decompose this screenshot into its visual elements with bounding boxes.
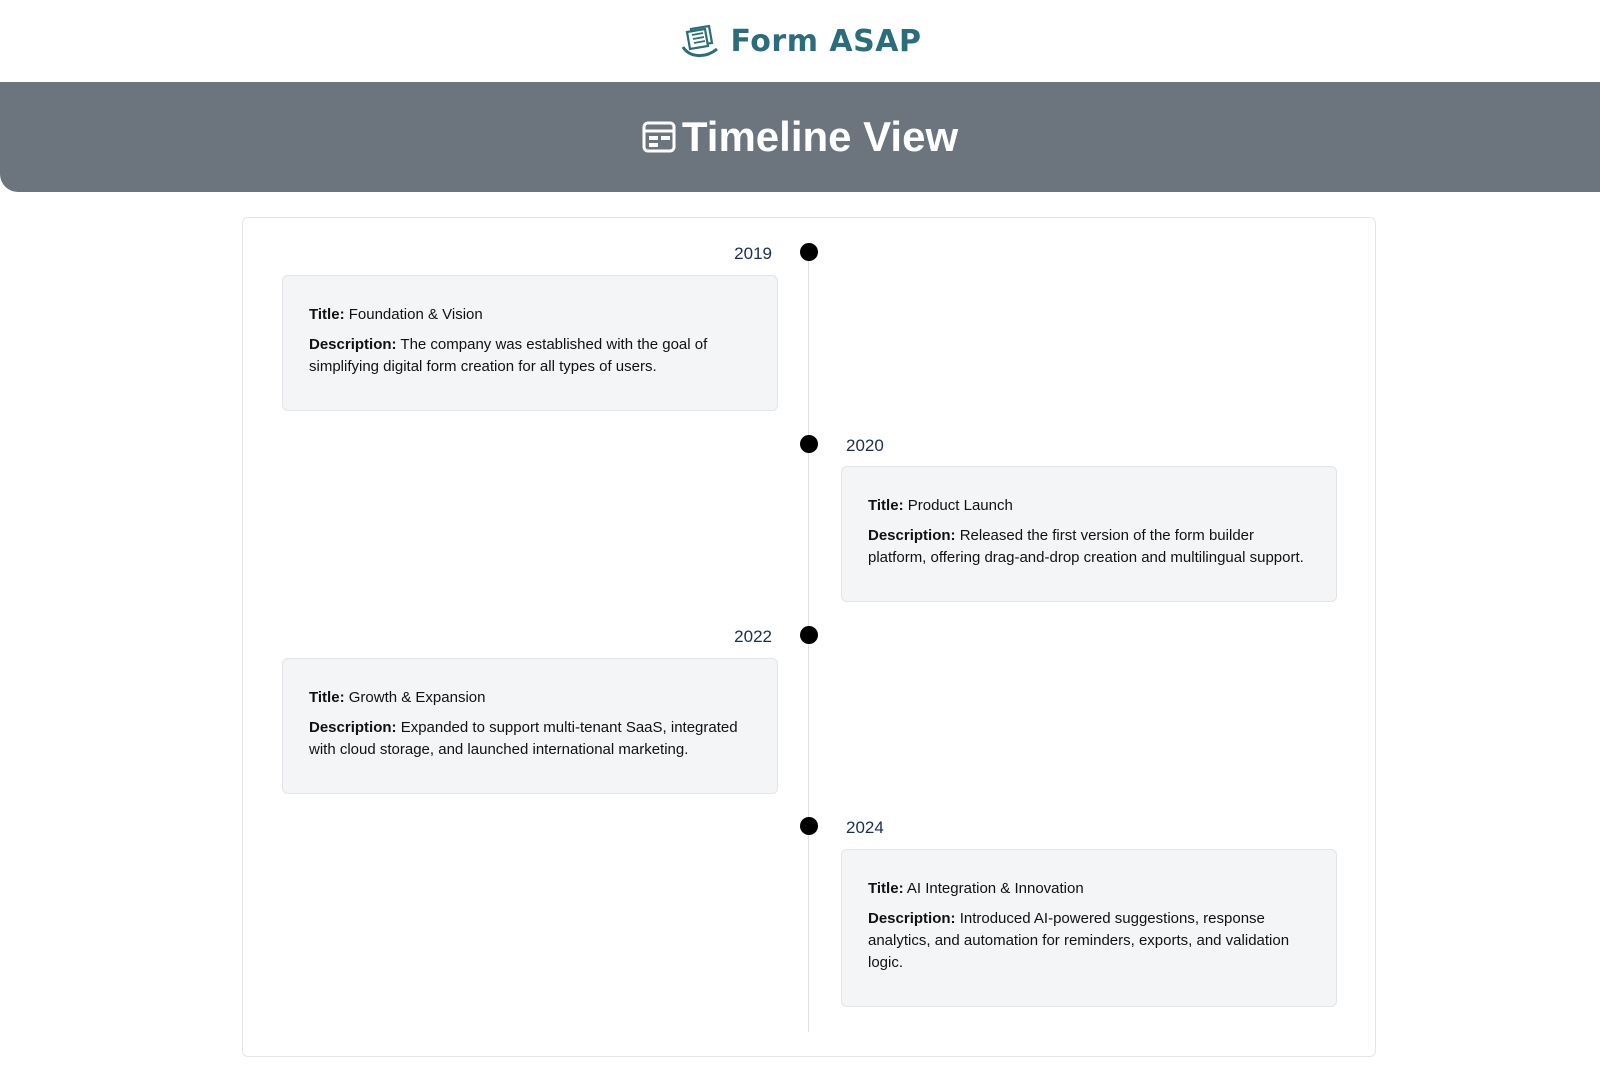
brand-header <box>0 0 1600 82</box>
card-title: AI Integration & Innovation <box>906 880 1084 897</box>
card-description-row <box>309 717 751 761</box>
timeline-dot <box>800 435 818 453</box>
timeline-card <box>282 658 778 794</box>
card-title-row <box>868 878 1310 900</box>
timeline-year: 2019 <box>734 244 772 263</box>
calendar-icon <box>642 120 676 154</box>
timeline-card <box>841 466 1337 602</box>
card-title-row <box>309 687 751 709</box>
brand-name[interactable]: Form ASAP <box>730 23 922 59</box>
title-label: Title: <box>309 689 345 706</box>
card-title: Product Launch <box>907 497 1013 514</box>
card-description-row <box>868 525 1310 569</box>
page-banner <box>0 82 1600 192</box>
timeline-dot <box>800 817 818 835</box>
description-label: Description: <box>309 336 397 353</box>
card-title-row <box>309 304 751 326</box>
page-title: Timeline View <box>681 113 959 160</box>
card-description: The company was established with the goal of simplifying digital form creation for all types of users. <box>309 336 708 375</box>
timeline-year: 2020 <box>846 436 884 455</box>
card-description: Introduced AI-powered suggestions, response analytics, and automation for reminders, exports, and validation logic. <box>868 910 1290 971</box>
timeline-year: 2024 <box>846 818 884 837</box>
title-label: Title: <box>868 497 904 514</box>
description-label: Description: <box>868 527 956 544</box>
card-title-row <box>868 495 1310 517</box>
description-label: Description: <box>309 719 397 736</box>
document-stack-logo-icon <box>679 23 723 59</box>
description-label: Description: <box>868 910 956 927</box>
card-description: Released the first version of the form builder platform, offering drag-and-drop creation and multilingual support. <box>868 527 1304 566</box>
card-title: Foundation & Vision <box>348 306 483 323</box>
card-description-row <box>868 908 1310 974</box>
timeline-dot <box>800 626 818 644</box>
card-title: Growth & Expansion <box>348 689 486 706</box>
timeline-dot <box>800 243 818 261</box>
timeline-year: 2022 <box>734 627 772 646</box>
title-label: Title: <box>868 880 904 897</box>
timeline-card <box>282 275 778 411</box>
timeline-card <box>841 849 1337 1007</box>
card-description-row <box>309 334 751 378</box>
title-label: Title: <box>309 306 345 323</box>
card-description: Expanded to support multi-tenant SaaS, integrated with cloud storage, and launched international marketing. <box>309 719 738 758</box>
